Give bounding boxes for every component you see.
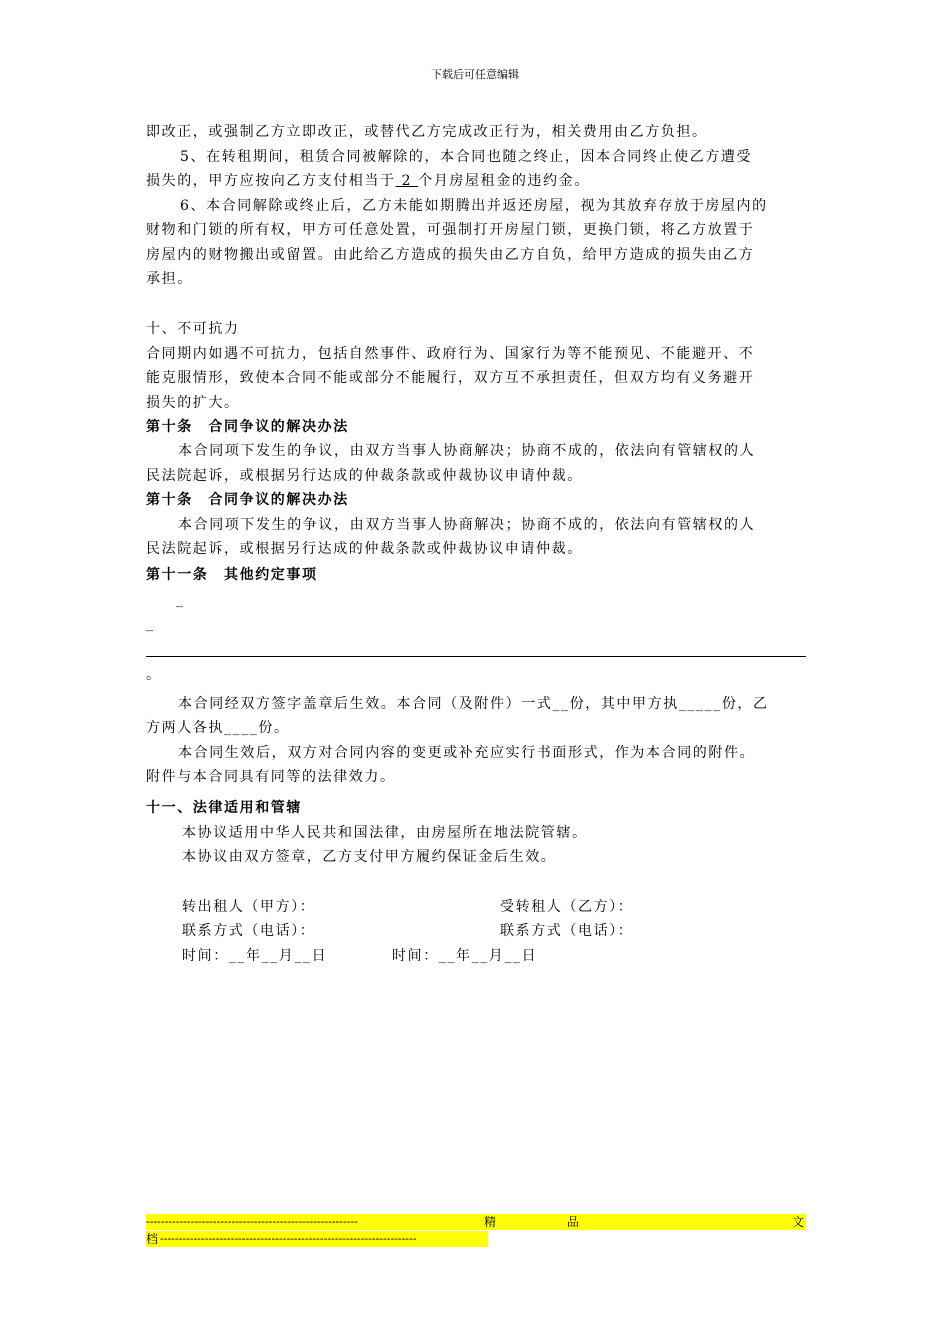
- paragraph-line: 能克服情形，致使本合同不能或部分不能履行，双方互不承担责任，但双方均有义务避开: [146, 370, 755, 386]
- paragraph-line: [146, 717, 290, 737]
- article-heading: 第十条 合同争议的解决办法: [146, 492, 349, 508]
- blank-line: _: [176, 592, 185, 608]
- paragraph-line: 本合同项下发生的争议，由双方当事人协商解决；协商不成的，依法向有管辖权的人: [178, 443, 756, 459]
- paragraph-line: 6、本合同解除或终止后，乙方未能如期腾出并返还房屋，视为其放弃存放于房屋内的: [180, 198, 768, 214]
- paragraph-line: 民法院起诉，或根据另行达成的仲裁条款或仲裁协议申请仲裁。: [146, 541, 583, 557]
- paragraph-line: 承担。: [146, 271, 193, 287]
- paragraph-line: 财物和门锁的所有权，甲方可任意处置，可强制打开房屋门锁，更换门锁，将乙方放置于: [146, 222, 755, 238]
- paragraph-line: 损失的扩大。: [146, 395, 240, 411]
- paragraph-line: 附件与本合同具有同等的法律效力。: [146, 769, 396, 785]
- text-run: 损失的，甲方应按向乙方支付相当于: [146, 173, 396, 189]
- paragraph-line: [178, 693, 769, 713]
- party-a-label: 转出租人（甲方）：: [182, 899, 316, 915]
- footer-word: 文: [792, 1215, 805, 1229]
- paragraph-line: 本协议由双方签章，乙方支付甲方履约保证金后生效。: [182, 849, 557, 865]
- paragraph-line: [146, 170, 590, 190]
- article-heading: 第十一条 其他约定事项: [146, 567, 318, 583]
- paragraph-line: 民法院起诉，或根据另行达成的仲裁条款或仲裁协议申请仲裁。: [146, 468, 583, 484]
- article-heading: 第十条 合同争议的解决办法: [146, 419, 349, 435]
- text-run: 份。: [258, 720, 290, 736]
- paragraph-line: 本协议适用中华人民共和国法律，由房屋所在地法院管辖。: [182, 825, 588, 841]
- section-heading: 十、不可抗力: [146, 321, 240, 337]
- text-run: 份，其中甲方执: [569, 696, 679, 712]
- footer-word: 档: [146, 1232, 159, 1246]
- date-b-label: 时间：__年__月__日: [392, 948, 538, 964]
- paragraph-line: 房屋内的财物搬出或留置。由此给乙方造成的损失由乙方自负，给甲方造成的损失由乙方: [146, 247, 755, 263]
- page-header: 下载后可任意编辑: [431, 68, 519, 81]
- underlined-value: 2: [395, 173, 419, 189]
- footer-banner-bottom: [146, 1231, 488, 1247]
- fill-blank: __: [552, 696, 570, 712]
- date-a-label: 时间：__年__月__日: [182, 948, 328, 964]
- text-run: 本合同经双方签字盖章后生效。本合同（及附件）一式: [178, 696, 553, 712]
- fill-blank: ____: [224, 720, 259, 736]
- paragraph-line: 本合同项下发生的争议，由双方当事人协商解决；协商不成的，依法向有管辖权的人: [178, 517, 756, 533]
- text-run: 份，乙: [721, 696, 769, 712]
- footer-banner: [146, 1214, 806, 1230]
- paragraph-line: 合同期内如遇不可抗力，包括自然事件、政府行为、国家行为等不能预见、不能避开、不: [146, 346, 755, 362]
- paragraph-line: 。: [146, 667, 162, 683]
- paragraph-line: 即改正，或强制乙方立即改正，或替代乙方完成改正行为，相关费用由乙方负担。: [146, 124, 708, 140]
- section-heading: 十一、法律适用和管辖: [146, 800, 302, 816]
- footer-dashes: ---------------------------------------------------------: [146, 1215, 358, 1228]
- contact-b-label: 联系方式（电话）：: [500, 923, 634, 939]
- footer-word: 品: [567, 1215, 580, 1229]
- paragraph-line: 5、在转租期间，租赁合同被解除的，本合同也随之终止，因本合同终止使乙方遭受: [180, 149, 753, 165]
- text-run: 方两人各执: [146, 720, 224, 736]
- paragraph-line: 本合同生效后，双方对合同内容的变更或补充应实行书面形式，作为本合同的附件。: [178, 745, 756, 761]
- contact-a-label: 联系方式（电话）：: [182, 923, 316, 939]
- blank-line: _: [146, 616, 155, 632]
- blank-rule: [146, 656, 806, 657]
- fill-blank: _____: [678, 696, 722, 712]
- text-run: 个月房屋租金的违约金。: [418, 173, 590, 189]
- party-b-label: 受转租人（乙方）：: [500, 899, 634, 915]
- footer-word: 精: [484, 1215, 497, 1229]
- footer-dashes: ---------------------------------------------------------------------: [160, 1232, 417, 1245]
